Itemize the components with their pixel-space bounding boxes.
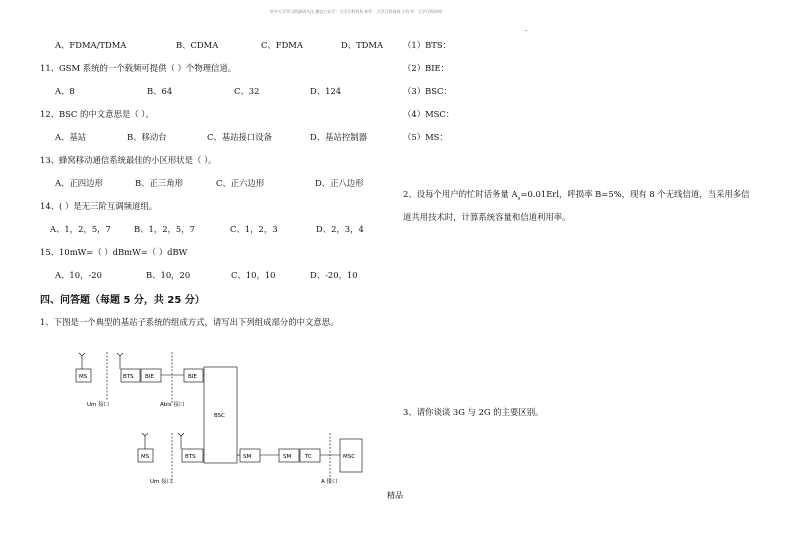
q11-option-a: A、8 (55, 86, 75, 96)
q14-option-b: B、1，2，5，7 (134, 224, 195, 234)
ms-bottom-label: MS (141, 454, 150, 460)
q15-option-d: D、-20，10 (310, 270, 358, 280)
bie-top2-label: BIE (188, 374, 197, 380)
q13-option-a: A、正四边形 (55, 178, 103, 188)
question-4-2-line2: 道共用技术时，计算系统容量和信道利用率。 (403, 212, 571, 222)
q15-option-a: A、10，-20 (55, 270, 102, 280)
question-4-1: 1、下图是一个典型的基站子系统的组成方式，请写出下列组成部分的中文意思。 (40, 317, 339, 327)
question-4-3: 3、请你谈谈 3G 与 2G 的主要区别。 (403, 407, 544, 417)
q12-option-b: B、移动台 (127, 132, 167, 142)
q2-suffix: =0.01Erl，呼损率 B=5%，现有 8 个无线信道，当采用多信 (520, 189, 750, 199)
question-15: 15、10mW=（ ）dBmW=（ ）dBW (40, 247, 188, 257)
q12-option-c: C、基站接口设备 (207, 132, 273, 142)
page-header: 更多大学学习资源请关注 微信公众号：大学百科资料 知乎：大学百科资料 小红书：大学百科资料 (270, 9, 442, 14)
antenna-icon (142, 433, 148, 436)
q10-option-d: D、TDMA (341, 40, 384, 50)
um-bottom-label: Um 接口 (150, 479, 173, 485)
q2-prefix: 2、设每个用户的忙时话务量 A (403, 189, 518, 199)
term-bsc: （3）BSC： (403, 86, 452, 96)
q11-option-d: D、124 (310, 86, 342, 96)
bie-top1-label: BIE (145, 374, 154, 380)
sm1-label: SM (243, 454, 252, 460)
antenna-icon (79, 353, 85, 356)
q10-option-b: B、CDMA (176, 40, 219, 50)
page-footer: 精品 (387, 491, 403, 500)
q12-option-d: D、基站控制器 (310, 132, 367, 142)
sm2-label: SM (283, 454, 292, 460)
q15-option-b: B、10，20 (146, 270, 191, 280)
msc-label: MSC (343, 454, 356, 460)
q12-option-a: A、基站 (55, 132, 87, 142)
q11-option-b: B、64 (147, 86, 173, 96)
q13-option-d: D、正八边形 (315, 178, 364, 188)
tc-label: TC (305, 454, 312, 460)
q2-subscript: a (517, 195, 521, 202)
q10-option-a: A、FDMA/TDMA (55, 40, 127, 50)
q14-option-a: A、1，2，5，7 (50, 224, 111, 234)
section-4-title: 四、问答题（每题 5 分，共 25 分） (40, 295, 205, 306)
q15-option-c: C、10，10 (231, 270, 276, 280)
a-interface-label: A 接口 (321, 479, 338, 485)
term-bts: （1）BTS： (403, 40, 451, 50)
bsc-label: BSC (214, 413, 226, 419)
term-ms: （5）MS： (403, 132, 448, 142)
q14-option-c: C、1，2，3 (230, 224, 278, 234)
q13-option-c: C、正六边形 (216, 178, 265, 188)
bts-bottom-label: BTS (185, 454, 196, 460)
bts-top-label: BTS (123, 374, 134, 380)
q13-option-b: B、正三角形 (135, 178, 184, 188)
antenna-icon (178, 433, 184, 436)
q11-option-c: C、32 (234, 86, 260, 96)
q10-option-c: C、FDMA (261, 40, 303, 50)
dot-mark: - (525, 27, 528, 34)
antenna-icon (117, 353, 123, 356)
question-11: 11、GSM 系统的一个载频可提供（ ）个物理信道。 (40, 63, 237, 73)
abis-label: Abis 接口 (160, 402, 185, 408)
ms-top-label: MS (79, 374, 88, 380)
question-12: 12、BSC 的中文意思是（ ）。 (40, 109, 154, 119)
term-bie: （2）BIE： (403, 63, 450, 73)
q14-option-d: D、2，3，4 (316, 224, 364, 234)
question-4-2-line1 (403, 188, 750, 202)
question-14: 14、( ）是无三阶互调频道组。 (40, 201, 158, 211)
term-msc: （4）MSC： (403, 109, 455, 119)
question-13: 13、蜂窝移动通信系统最佳的小区形状是（ ）。 (40, 155, 217, 165)
um-top-label: Um 接口 (87, 402, 110, 408)
